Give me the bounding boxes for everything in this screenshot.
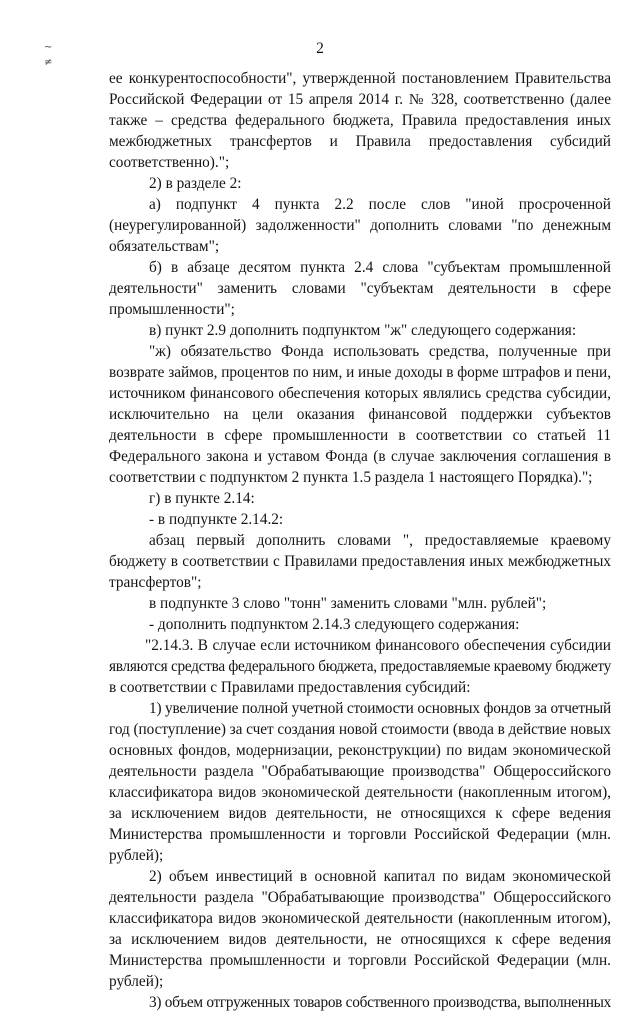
- text-line: 2) объем инвестиций в основной капитал по видам экономической: [149, 868, 611, 885]
- text-line: соответственно).";: [109, 154, 230, 171]
- scan-artifact-mark: ~: [44, 42, 53, 53]
- text-line: в подпункте 3 слово "тонн" заменить словами "млн. рублей";: [149, 595, 547, 612]
- text-line: деятельности" заменить словами "субъектам деятельности в сфере: [109, 280, 611, 297]
- text-line: - дополнить подпунктом 2.14.3 следующего содержания:: [149, 616, 520, 633]
- text-line: основных фондов, модернизации, реконструкции) по видам экономической: [109, 742, 611, 759]
- text-line: абзац первый дополнить словами ", предоставляемые краевому: [149, 532, 611, 549]
- text-line: 2) в разделе 2:: [149, 175, 242, 192]
- text-line: Федерального закона и уставом Фонда (в случае заключения соглашения в: [109, 448, 611, 465]
- text-line: рублей);: [109, 847, 164, 864]
- text-line: г) в пункте 2.14:: [149, 490, 255, 507]
- text-line: 3) объем отгруженных товаров собственного производства, выполненных: [149, 994, 611, 1011]
- text-line: межбюджетных трансфертов и Правила предоставления субсидий: [109, 133, 611, 150]
- text-line: (неурегулированной) задолженности" дополнить словами "по денежным: [109, 217, 611, 234]
- text-line: за исключением видов деятельности, не относящихся к сфере ведения: [109, 805, 611, 822]
- text-line: ее конкурентоспособности", утвержденной постановлением Правительства: [109, 70, 611, 87]
- document-body: [109, 68, 611, 1013]
- text-line: деятельности раздела "Обрабатывающие производства" Общероссийского: [109, 889, 611, 906]
- text-line: соответствии с подпунктом 2 пункта 1.5 раздела 1 настоящего Порядка).";: [109, 469, 593, 486]
- scan-artifact-mark: ≠: [44, 57, 53, 68]
- text-line: классификатора видов экономической деятельности (накопленным итогом),: [109, 784, 611, 801]
- text-line: исключительно на цели оказания финансовой поддержки субъектов: [109, 406, 611, 423]
- text-line: источником финансового обеспечения которых являлись средства субсидии,: [109, 385, 611, 402]
- text-line: трансфертов";: [109, 574, 202, 591]
- text-line: обязательствам";: [109, 238, 220, 255]
- text-line: за исключением видов деятельности, не относящихся к сфере ведения: [109, 931, 611, 948]
- text-line: Министерства промышленности и торговли Российской Федерации (млн.: [109, 826, 611, 843]
- text-line: являются средства федерального бюджета, предоставляемые краевому бюджету: [109, 658, 611, 675]
- text-line: в соответствии с Правилами предоставления субсидий:: [109, 679, 471, 696]
- text-line: б) в абзаце десятом пункта 2.4 слова "субъектам промышленной: [149, 259, 611, 276]
- text-line: а) подпункт 4 пункта 2.2 после слов "иной просроченной: [149, 196, 611, 213]
- text-line: год (поступление) за счет создания новой стоимости (ввода в действие новых: [109, 721, 612, 738]
- text-line: рублей);: [109, 973, 164, 990]
- text-line: возврате займов, процентов по ним, и иные доходы в форме штрафов и пени,: [109, 364, 612, 381]
- text-line: классификатора видов экономической деятельности (накопленным итогом),: [109, 910, 611, 927]
- text-line: 1) увеличение полной учетной стоимости основных фондов за отчетный: [149, 700, 612, 717]
- text-line: - в подпункте 2.14.2:: [149, 511, 284, 528]
- text-line: Министерства промышленности и торговли Российской Федерации (млн.: [109, 952, 611, 969]
- text-line: "2.14.3. В случае если источником финансового обеспечения субсидии: [145, 637, 611, 654]
- page-number: 2: [316, 40, 324, 57]
- text-line: деятельности раздела "Обрабатывающие производства" Общероссийского: [109, 763, 611, 780]
- text-line: промышленности";: [109, 301, 235, 318]
- text-line: бюджету в соответствии с Правилами предоставления иных межбюджетных: [109, 553, 611, 570]
- text-line: также – средства федерального бюджета, Правила предоставления иных: [109, 112, 611, 129]
- text-line: деятельности в сфере промышленности в соответствии со статьей 11: [109, 427, 611, 444]
- text-line: в) пункт 2.9 дополнить подпунктом "ж" следующего содержания:: [149, 322, 577, 339]
- text-line: Российской Федерации от 15 апреля 2014 г. № 328, соответственно (далее: [109, 91, 611, 108]
- text-line: "ж) обязательство Фонда использовать средства, полученные при: [149, 343, 611, 360]
